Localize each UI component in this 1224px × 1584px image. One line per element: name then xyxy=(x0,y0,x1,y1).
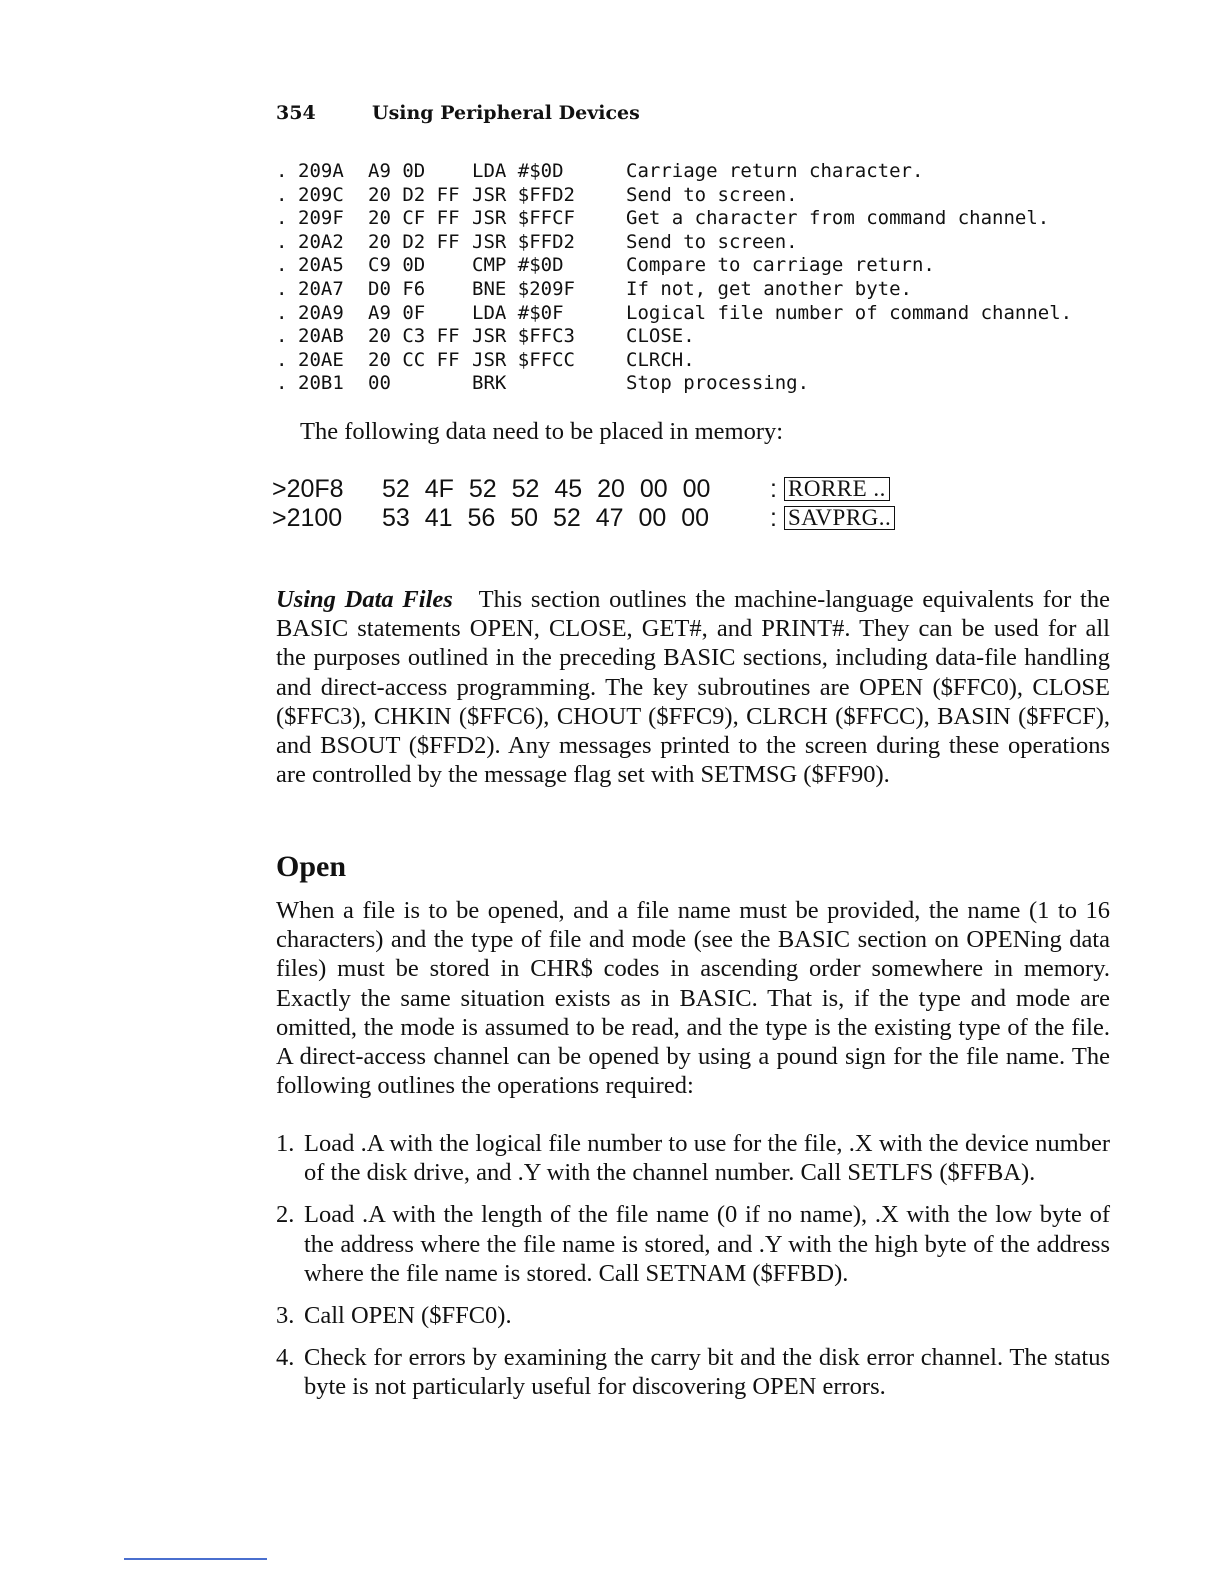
listing-row xyxy=(276,349,1072,373)
step-number: 2. xyxy=(276,1201,295,1229)
listing-bytes: 20 CF FF xyxy=(368,207,460,230)
list-item xyxy=(276,1343,1110,1401)
listing-instruction: CMP #$0D xyxy=(472,254,564,277)
listing-comment: Logical file number of command channel. xyxy=(626,301,1073,324)
step-text: Load .A with the logical file number to use for the file, .X with the device number of the disk drive, and .Y with the channel number. Call SETLFS ($FFBA). xyxy=(304,1130,1110,1187)
listing-bytes: 00 xyxy=(368,372,391,395)
listing-dot: . xyxy=(276,207,288,230)
list-item xyxy=(276,1301,1110,1330)
step-number: 1. xyxy=(276,1130,295,1157)
data-files-text: This section outlines the machine-language equivalents for the BASIC statements OPEN, CLOSE, GET#, and PRINT#. They can be used for all the purposes outlined in the preceding BASIC sections, including data-file handling and direct-access programming. The key subroutines are OPEN ($FFC0), CLOSE ($FFC3), CHKIN ($FFC6), CHOUT ($FFC9), CLRCH ($FFCC), BASIN ($FFCF), and BSOUT ($FFD2). Any messages printed to the screen during these operations are controlled by the message flag set with SETMSG ($FF90). xyxy=(276,586,1110,789)
listing-bytes: A9 0F xyxy=(368,301,426,324)
listing-address: 20A2 xyxy=(298,230,344,253)
listing-row xyxy=(276,278,1072,302)
memory-address: >20F8 xyxy=(272,474,344,503)
listing-row xyxy=(276,231,1072,255)
memory-bytes: 52 4F 52 52 45 20 00 00 xyxy=(382,474,711,503)
memory-intro: The following data need to be placed in memory: xyxy=(300,418,784,445)
open-paragraph: When a file is to be opened, and a file name must be provided, the name (1 to 16 characters) and the type of file and mode (see the BASIC section on OPENing data files) must be stored in CHR$ codes in ascending order somewhere in memory. Exactly the same situation exists as in BASIC. That is, if the type and mode are omitted, the mode is assumed to be read, and the type is the existing type of the file. A direct-access channel can be opened by using a pound sign for the file name. The following outlines the operations required: xyxy=(276,897,1110,1100)
footer-rule xyxy=(124,1558,267,1560)
listing-comment: If not, get another byte. xyxy=(626,277,912,300)
memory-row xyxy=(272,503,895,532)
listing-comment: CLOSE. xyxy=(626,325,695,348)
listing-row xyxy=(276,302,1072,326)
listing-dot: . xyxy=(276,230,288,253)
steps-list xyxy=(276,1129,1110,1415)
listing-address: 209F xyxy=(298,207,344,230)
page-number: 354 xyxy=(276,102,316,124)
listing-address: 20A7 xyxy=(298,277,344,300)
listing-address: 20A5 xyxy=(298,254,344,277)
list-item xyxy=(276,1200,1110,1288)
listing-dot: . xyxy=(276,372,288,395)
section-title-open: Open xyxy=(276,850,347,883)
memory-ascii: SAVPRG.. xyxy=(784,506,895,530)
listing-address: 20A9 xyxy=(298,301,344,324)
listing-bytes: C9 0D xyxy=(368,254,426,277)
data-files-paragraph xyxy=(276,585,1110,789)
listing-dot: . xyxy=(276,301,288,324)
listing-row xyxy=(276,325,1072,349)
listing-bytes: 20 D2 FF xyxy=(368,183,460,206)
listing-dot: . xyxy=(276,183,288,206)
running-head xyxy=(276,102,640,124)
listing-address: 209A xyxy=(298,160,344,182)
listing-bytes: 20 C3 FF xyxy=(368,325,460,348)
step-text: Call OPEN ($FFC0). xyxy=(304,1302,512,1330)
memory-colon: : xyxy=(770,474,777,503)
listing-address: 20AB xyxy=(298,325,344,348)
listing-address: 20AE xyxy=(298,348,344,371)
step-text: Load .A with the length of the file name (0 if no name), .X with the low byte of the address where the file name is stored, and .Y with the high byte of the address where the file name is stored. Call SETNAM ($FFBD). xyxy=(304,1201,1110,1287)
step-number: 3. xyxy=(276,1302,295,1330)
listing-row xyxy=(276,254,1072,278)
memory-address: >2100 xyxy=(272,503,343,532)
listing-bytes: 20 D2 FF xyxy=(368,230,460,253)
memory-ascii: RORRE .. xyxy=(784,477,890,501)
listing-instruction: BNE $209F xyxy=(472,277,575,300)
listing-instruction: JSR $FFCF xyxy=(472,207,575,230)
listing-comment: CLRCH. xyxy=(626,348,695,371)
listing-dot: . xyxy=(276,348,288,371)
listing-instruction: LDA #$0F xyxy=(472,301,564,324)
listing-row xyxy=(276,160,1072,184)
listing-instruction: JSR $FFD2 xyxy=(472,183,575,206)
listing-instruction: JSR $FFCC xyxy=(472,348,575,371)
listing-comment: Send to screen. xyxy=(626,183,798,206)
listing-dot: . xyxy=(276,277,288,300)
listing-row xyxy=(276,207,1072,231)
data-files-heading: Using Data Files xyxy=(276,586,453,613)
step-number: 4. xyxy=(276,1344,295,1372)
listing-comment: Stop processing. xyxy=(626,372,810,395)
memory-row xyxy=(272,474,895,503)
listing-row xyxy=(276,184,1072,208)
listing-comment: Get a character from command channel. xyxy=(626,207,1050,230)
listing-comment: Carriage return character. xyxy=(626,160,924,182)
listing-instruction: JSR $FFC3 xyxy=(472,325,575,348)
listing-bytes: 20 CC FF xyxy=(368,348,460,371)
chapter-title: Using Peripheral Devices xyxy=(372,102,640,124)
listing-dot: . xyxy=(276,160,288,182)
memory-dump xyxy=(272,474,895,532)
memory-bytes: 53 41 56 50 52 47 00 00 xyxy=(382,503,710,532)
listing-address: 209C xyxy=(298,183,344,206)
listing-comment: Compare to carriage return. xyxy=(626,254,935,277)
memory-colon: : xyxy=(770,503,777,532)
listing-bytes: A9 0D xyxy=(368,160,426,182)
listing-instruction: JSR $FFD2 xyxy=(472,230,575,253)
listing-row xyxy=(276,372,1072,396)
list-item xyxy=(276,1129,1110,1187)
step-text: Check for errors by examining the carry bit and the disk error channel. The status byte is not particularly useful for discovering OPEN errors. xyxy=(304,1344,1110,1401)
listing-address: 20B1 xyxy=(298,372,344,395)
listing-comment: Send to screen. xyxy=(626,230,798,253)
listing-dot: . xyxy=(276,254,288,277)
assembly-listing xyxy=(276,160,1072,396)
listing-dot: . xyxy=(276,325,288,348)
listing-instruction: BRK xyxy=(472,372,507,395)
listing-bytes: D0 F6 xyxy=(368,277,426,300)
listing-instruction: LDA #$0D xyxy=(472,160,564,182)
